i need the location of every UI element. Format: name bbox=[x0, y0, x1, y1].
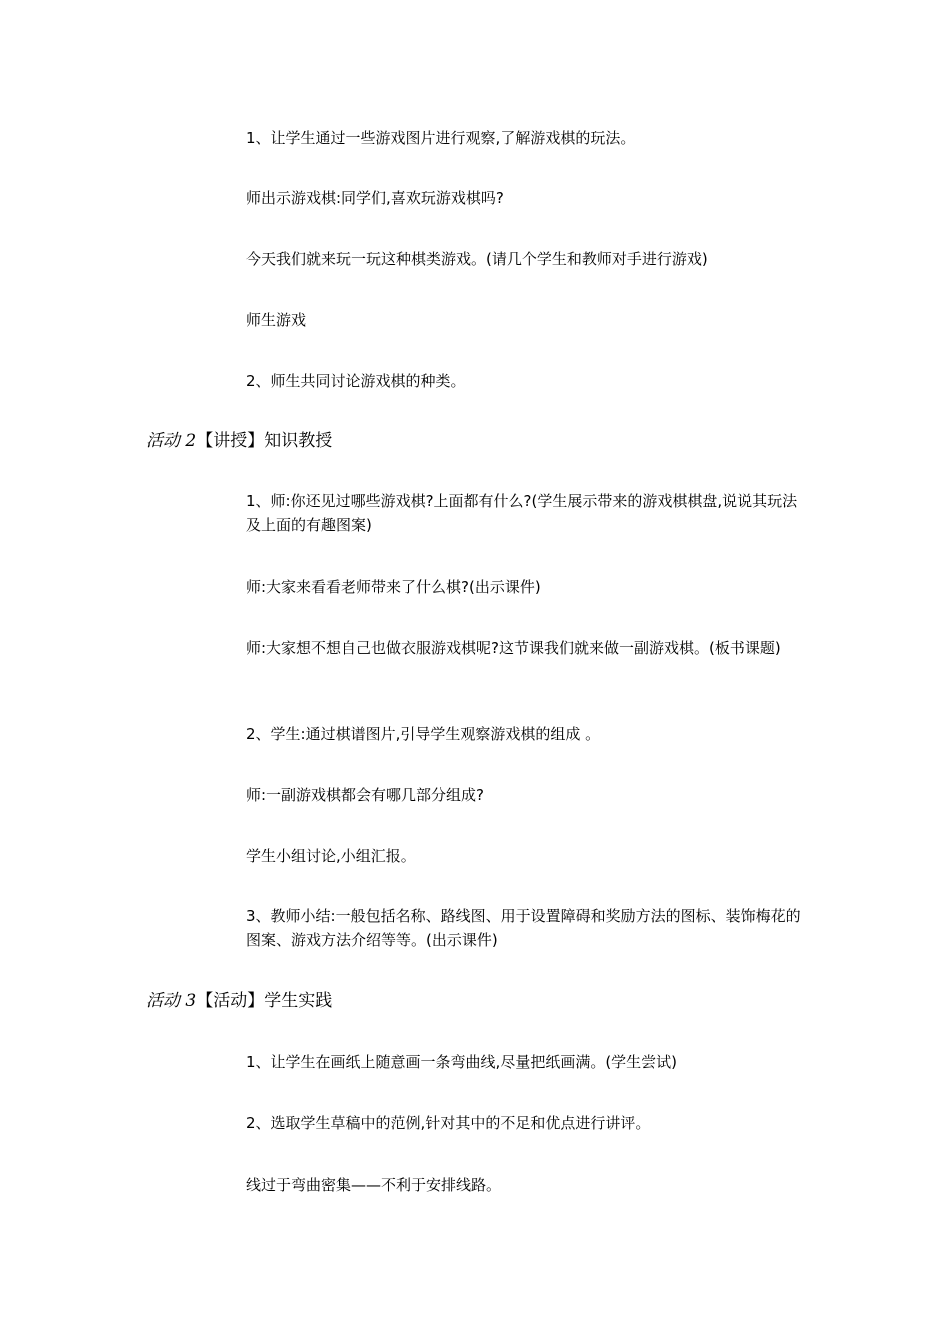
paragraph: 线过于弯曲密集——不利于安排线路。 bbox=[246, 1176, 502, 1194]
paragraph: 2、学生:通过棋谱图片,引导学生观察游戏棋的组成 。 bbox=[246, 725, 601, 743]
paragraph: 师:大家想不想自己也做衣服游戏棋呢?这节课我们就来做一副游戏棋。(板书课题) bbox=[246, 639, 781, 657]
paragraph: 师出示游戏棋:同学们,喜欢玩游戏棋吗? bbox=[246, 189, 504, 207]
activity-label: 活动 2 bbox=[146, 431, 197, 451]
paragraph: 2、师生共同讨论游戏棋的种类。 bbox=[246, 372, 466, 390]
activity-heading bbox=[146, 428, 332, 454]
activity-label: 活动 3 bbox=[146, 991, 197, 1011]
activity-heading bbox=[146, 988, 332, 1014]
paragraph: 1、师:你还见过哪些游戏棋?上面都有什么?(学生展示带来的游戏棋棋盘,说说其玩法及上面的有趣图案) bbox=[246, 492, 798, 534]
activity-title: 【讲授】知识教授 bbox=[196, 431, 333, 451]
paragraph: 3、教师小结:一般包括名称、路线图、用于设置障碍和奖励方法的图标、装饰梅花的图案、游戏方法介绍等等。(出示课件) bbox=[246, 907, 801, 949]
paragraph: 2、选取学生草稿中的范例,针对其中的不足和优点进行讲评。 bbox=[246, 1114, 651, 1132]
activity-title: 【活动】学生实践 bbox=[196, 991, 333, 1011]
paragraph: 今天我们就来玩一玩这种棋类游戏。(请几个学生和教师对手进行游戏) bbox=[246, 250, 708, 268]
paragraph: 学生小组讨论,小组汇报。 bbox=[246, 847, 416, 865]
paragraph: 1、让学生在画纸上随意画一条弯曲线,尽量把纸画满。(学生尝试) bbox=[246, 1053, 678, 1071]
paragraph: 师:大家来看看老师带来了什么棋?(出示课件) bbox=[246, 578, 541, 596]
paragraph: 师生游戏 bbox=[246, 311, 307, 329]
paragraph: 1、让学生通过一些游戏图片进行观察,了解游戏棋的玩法。 bbox=[246, 129, 636, 147]
paragraph: 师:一副游戏棋都会有哪几部分组成? bbox=[246, 786, 485, 804]
